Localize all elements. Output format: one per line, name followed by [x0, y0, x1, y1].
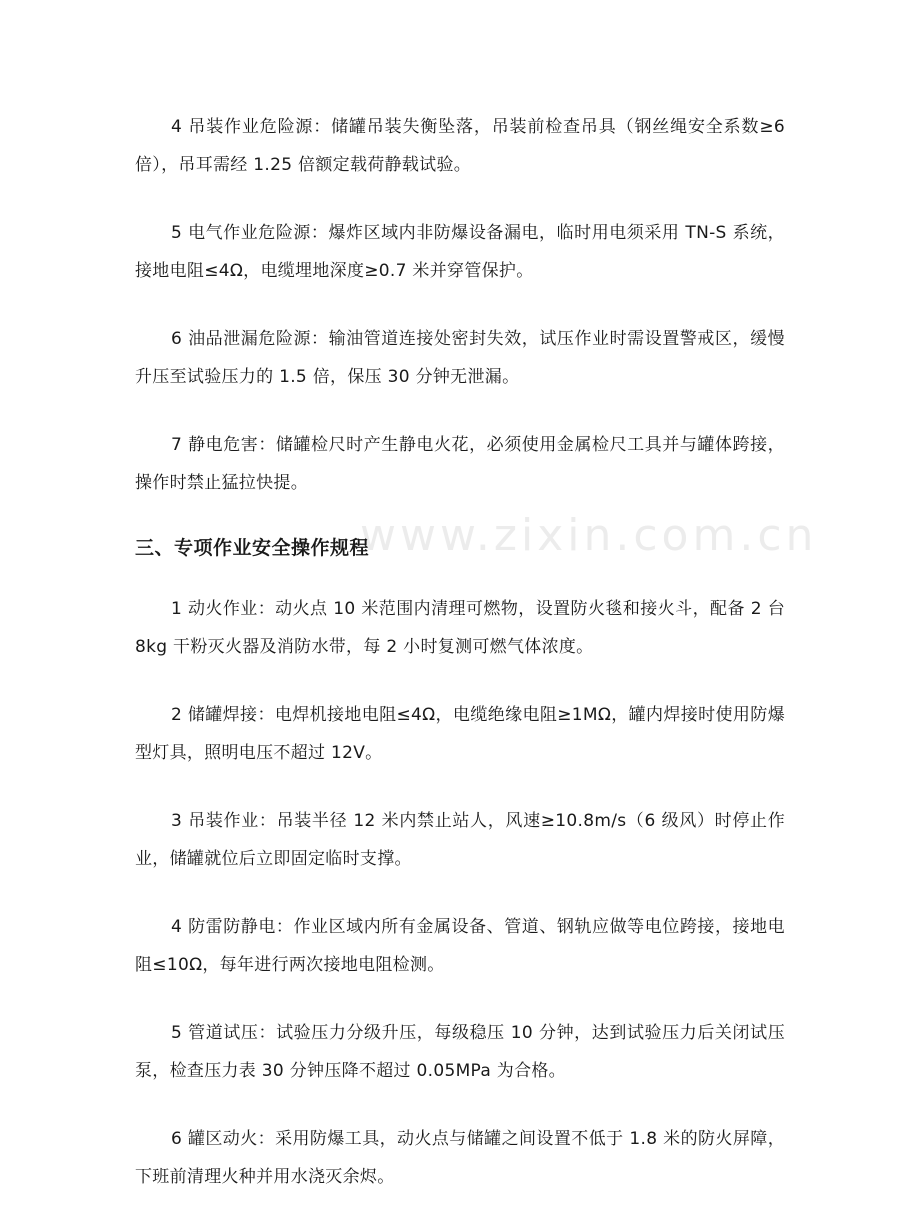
- watermark: www.zixin.com.cn: [360, 510, 818, 561]
- hazard-item-5: 5 电气作业危险源：爆炸区域内非防爆设备漏电，临时用电须采用 TN-S 系统，接地电阻≤4Ω，电缆埋地深度≥0.7 米并穿管保护。: [135, 223, 785, 281]
- document-body: [135, 108, 785, 1226]
- procedure-item-1: 1 动火作业：动火点 10 米范围内清理可燃物，设置防火毯和接火斗，配备 2 台 8kg 干粉灭火器及消防水带，每 2 小时复测可燃气体浓度。: [135, 599, 785, 657]
- procedure-item-6: 6 罐区动火：采用防爆工具，动火点与储罐之间设置不低于 1.8 米的防火屏障，下班前清理火种并用水浇灭余烬。: [135, 1129, 785, 1187]
- hazard-item-6: 6 油品泄漏危险源：输油管道连接处密封失效，试压作业时需设置警戒区，缓慢升压至试验压力的 1.5 倍，保压 30 分钟无泄漏。: [135, 329, 785, 387]
- section-heading: 三、专项作业安全操作规程: [135, 537, 370, 559]
- procedure-item-5: 5 管道试压：试验压力分级升压，每级稳压 10 分钟，达到试验压力后关闭试压泵，检查压力表 30 分钟压降不超过 0.05MPa 为合格。: [135, 1023, 785, 1081]
- procedure-item-3: 3 吊装作业：吊装半径 12 米内禁止站人，风速≥10.8m/s（6 级风）时停止作业，储罐就位后立即固定临时支撑。: [135, 811, 785, 869]
- hazard-item-7: 7 静电危害：储罐检尺时产生静电火花，必须使用金属检尺工具并与罐体跨接，操作时禁止猛拉快提。: [135, 435, 785, 493]
- procedure-item-2: 2 储罐焊接：电焊机接地电阻≤4Ω，电缆绝缘电阻≥1MΩ，罐内焊接时使用防爆型灯具，照明电压不超过 12V。: [135, 705, 785, 763]
- procedure-item-4: 4 防雷防静电：作业区域内所有金属设备、管道、钢轨应做等电位跨接，接地电阻≤10Ω，每年进行两次接地电阻检测。: [135, 917, 785, 975]
- hazard-item-4: 4 吊装作业危险源：储罐吊装失衡坠落，吊装前检查吊具（钢丝绳安全系数≥6 倍），吊耳需经 1.25 倍额定载荷静载试验。: [135, 117, 785, 175]
